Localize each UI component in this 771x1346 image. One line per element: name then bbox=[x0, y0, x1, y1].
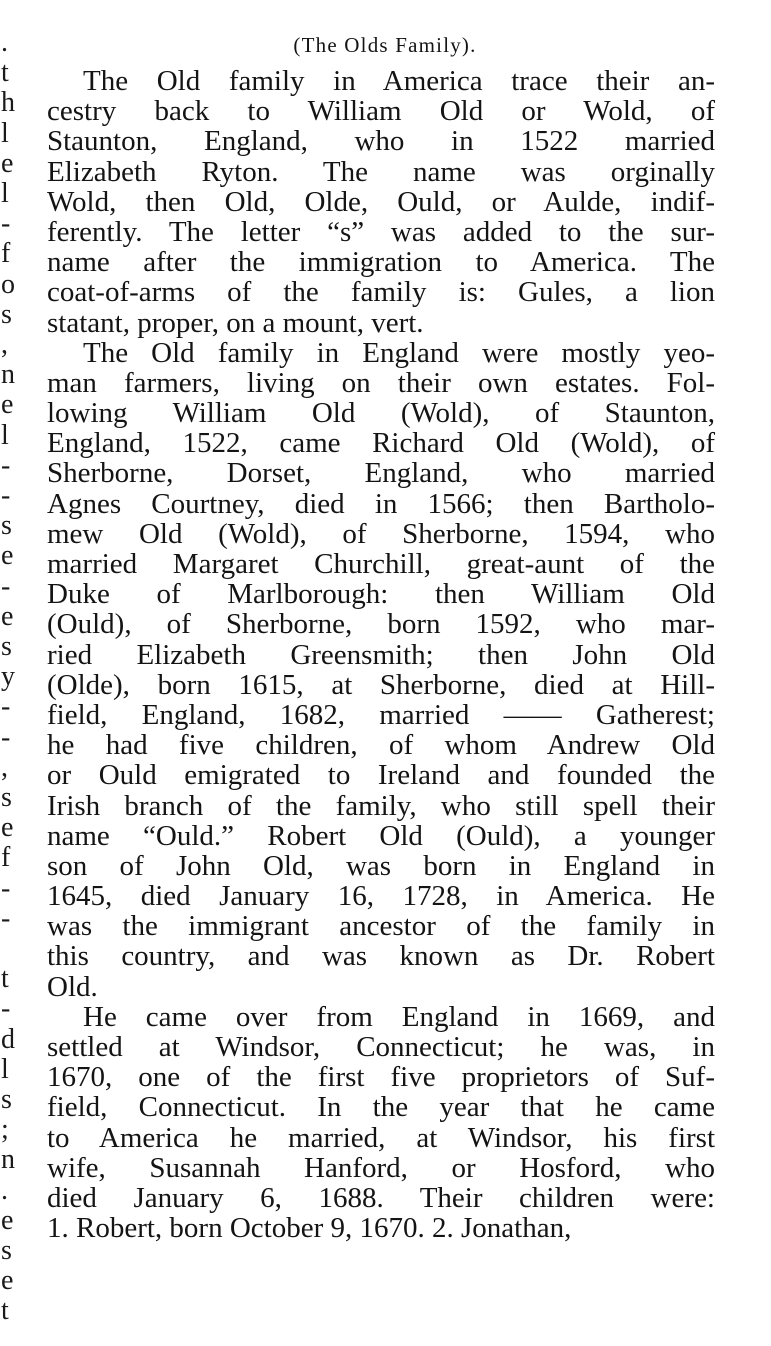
margin-fragment: s bbox=[1, 299, 12, 330]
text-line: Wold, then Old, Olde, Ould, or Aulde, indif- bbox=[47, 185, 715, 218]
margin-fragment: s bbox=[1, 632, 12, 662]
margin-fragment: t bbox=[1, 58, 9, 89]
margin-fragment: e bbox=[1, 541, 14, 572]
text-line: name after the immigration to America. The bbox=[47, 246, 715, 279]
text-line: Staunton, England, who in 1522 married bbox=[47, 125, 715, 158]
margin-fragment: f bbox=[1, 239, 11, 270]
margin-fragment: e bbox=[1, 390, 14, 421]
text-line: He came over from England in 1669, and bbox=[83, 1000, 715, 1033]
margin-fragment: l bbox=[1, 118, 9, 149]
text-line: field, Connecticut. In the year that he came bbox=[47, 1091, 715, 1124]
text-line: he had five children, of whom Andrew Old bbox=[47, 729, 715, 762]
margin-fragment: e bbox=[1, 601, 14, 632]
article-title: (The Olds Family). bbox=[293, 33, 477, 57]
text-line: (Olde), born 1615, at Sherborne, died at Hill- bbox=[47, 668, 715, 701]
text-line: to America he married, at Windsor, his first bbox=[47, 1121, 715, 1154]
margin-fragment: e bbox=[1, 1205, 14, 1236]
text-line: name “Ould.” Robert Old (Ould), a younger bbox=[47, 819, 715, 852]
text-line: Old. bbox=[47, 970, 98, 1003]
margin-fragment: - bbox=[1, 481, 11, 511]
margin-fragment: - bbox=[1, 571, 11, 602]
text-line: cestry back to William Old or Wold, of bbox=[47, 95, 715, 128]
margin-fragment: e bbox=[1, 813, 14, 844]
margin-fragment: o bbox=[1, 269, 15, 300]
text-line: Elizabeth Ryton. The name was orginally bbox=[47, 155, 715, 188]
margin-fragment: ; bbox=[1, 1115, 9, 1146]
text-line: Irish branch of the family, who still spell their bbox=[47, 789, 715, 822]
margin-fragment: l bbox=[1, 420, 9, 451]
margin-fragment: - bbox=[1, 450, 11, 481]
text-line: settled at Windsor, Connecticut; he was, in bbox=[47, 1031, 715, 1063]
margin-fragment: n bbox=[1, 360, 15, 391]
margin-fragment: t bbox=[1, 964, 9, 995]
margin-fragment: y bbox=[1, 662, 15, 693]
margin-fragment: - bbox=[1, 692, 11, 723]
margin-fragment: e bbox=[1, 148, 14, 179]
text-line: died January 6, 1688. Their children were: bbox=[47, 1181, 715, 1214]
margin-fragment: , bbox=[1, 752, 8, 783]
margin-fragment: s bbox=[1, 783, 12, 813]
text-line: was the immigrant ancestor of the family in bbox=[47, 910, 715, 943]
text-line: Sherborne, Dorset, England, who married bbox=[47, 457, 715, 490]
margin-fragment: l bbox=[1, 179, 9, 209]
margin-fragment: s bbox=[1, 1236, 12, 1266]
text-line: coat-of-arms of the family is: Gules, a lion bbox=[47, 276, 715, 309]
text-line: ferently. The letter “s” was added to the sur- bbox=[47, 215, 715, 248]
text-line: (Ould), of Sherborne, born 1592, who mar- bbox=[47, 608, 715, 641]
text-line: son of John Old, was born in England in bbox=[47, 849, 715, 882]
text-line: 1645, died January 16, 1728, in America. He bbox=[47, 880, 715, 913]
text-line: this country, and was known as Dr. Robert bbox=[47, 940, 715, 973]
margin-fragment: t bbox=[1, 1296, 9, 1327]
text-line: Duke of Marlborough: then William Old bbox=[47, 578, 715, 611]
article bbox=[47, 28, 715, 1243]
text-line: statant, proper, on a mount, vert. bbox=[47, 306, 424, 339]
margin-fragment: f bbox=[1, 843, 11, 874]
margin-fragment: d bbox=[1, 1024, 15, 1055]
paragraph bbox=[47, 338, 715, 1002]
text-line: The Old family in England were mostly yeo- bbox=[83, 336, 715, 369]
text-line: ried Elizabeth Greensmith; then John Old bbox=[47, 638, 715, 671]
text-line: 1. Robert, born October 9, 1670. 2. Jonathan, bbox=[47, 1212, 572, 1245]
text-line: 1670, one of the first five proprietors of Suf- bbox=[47, 1061, 715, 1094]
text-line: England, 1522, came Richard Old (Wold), of bbox=[47, 427, 715, 460]
margin-fragment: . bbox=[1, 1175, 8, 1206]
margin-fragment: s bbox=[1, 1085, 12, 1115]
text-line: wife, Susannah Hanford, or Hosford, who bbox=[47, 1151, 715, 1184]
paragraph bbox=[47, 1002, 715, 1244]
paragraph bbox=[47, 66, 715, 338]
text-line: married Margaret Churchill, great-aunt of the bbox=[47, 548, 715, 580]
margin-fragment: . bbox=[1, 28, 8, 58]
article-body bbox=[47, 66, 715, 1243]
text-line: mew Old (Wold), of Sherborne, 1594, who bbox=[47, 517, 715, 550]
margin-fragment: - bbox=[1, 722, 11, 753]
text-line: or Ould emigrated to Ireland and founded the bbox=[47, 759, 715, 792]
margin-fragment: - bbox=[1, 903, 11, 934]
margin-fragment: l bbox=[1, 1054, 9, 1085]
left-margin-fragments bbox=[0, 28, 16, 1328]
margin-fragment: h bbox=[1, 88, 15, 119]
margin-fragment: - bbox=[1, 209, 11, 240]
text-line: field, England, 1682, married —— Gatherest; bbox=[47, 698, 715, 731]
margin-fragment: s bbox=[1, 511, 12, 542]
text-line: The Old family in America trace their an- bbox=[83, 65, 715, 97]
text-line: lowing William Old (Wold), of Staunton, bbox=[47, 397, 715, 430]
text-line: man farmers, living on their own estates. Fol- bbox=[47, 366, 715, 399]
margin-fragment: n bbox=[1, 1145, 15, 1176]
margin-fragment: - bbox=[1, 873, 11, 904]
text-line: Agnes Courtney, died in 1566; then Bartholo- bbox=[47, 487, 715, 520]
margin-fragment: , bbox=[1, 330, 8, 360]
margin-fragment: e bbox=[1, 1266, 14, 1297]
margin-fragment: - bbox=[1, 994, 11, 1025]
